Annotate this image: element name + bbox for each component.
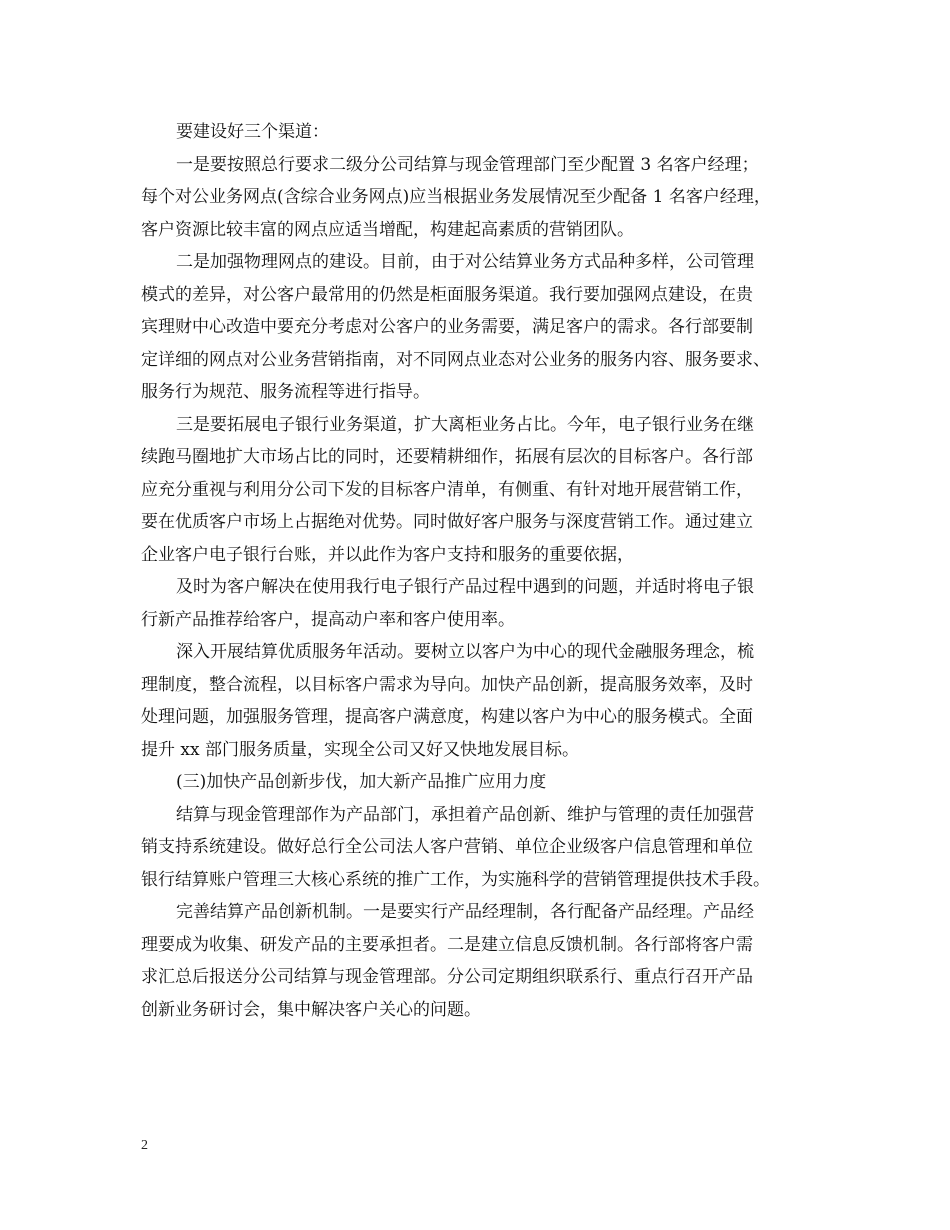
text-line: 宾理财中心改造中要充分考虑对公客户的业务需要，满足客户的需求。各行部要制 — [141, 317, 753, 337]
text-line: 深入开展结算优质服务年活动。要树立以客户为中心的现代金融服务理念，梳 — [176, 642, 754, 662]
text-line: 应充分重视与利用分公司下发的目标客户清单，有侧重、有针对地开展营销工作， — [141, 479, 753, 500]
text-line: 定详细的网点对公业务营销指南，对不同网点业态对公业务的服务内容、服务要求、 — [141, 349, 770, 370]
text-line: 销支持系统建设。做好总行全公司法人客户营销、单位企业级客户信息管理和单位 — [141, 837, 753, 857]
document-body — [141, 116, 821, 1026]
text-line: 模式的差异，对公客户最常用的仍然是柜面服务渠道。我行要加强网点建设，在贵 — [141, 284, 753, 305]
text-line: 结算与现金管理部作为产品部门，承担着产品创新、维护与管理的责任加强营 — [176, 804, 754, 825]
text-line: 提升 xx 部门服务质量，实现全公司又好又快地发展目标。 — [141, 739, 579, 760]
text-line: 银行结算账户管理三大核心系统的推广工作，为实施科学的营销管理提供技术手段。 — [141, 869, 770, 890]
section-heading: (三)加快产品创新步伐，加大新产品推广应用力度 — [176, 772, 547, 792]
text-line: 完善结算产品创新机制。一是要实行产品经理制，各行配备产品经理。产品经 — [176, 902, 754, 922]
text-line: 理制度，整合流程，以目标客户需求为导向。加快产品创新，提高服务效率，及时 — [141, 674, 753, 695]
text-line: 要建设好三个渠道： — [176, 122, 329, 142]
text-line: 行新产品推荐给客户，提高动户率和客户使用率。 — [141, 609, 515, 630]
text-line: 续跑马圈地扩大市场占比的同时，还要精耕细作，拓展有层次的目标客户。各行部 — [141, 447, 753, 467]
text-line: 客户资源比较丰富的网点应适当增配，构建起高素质的营销团队。 — [141, 219, 634, 240]
text-line: 服务行为规范、服务流程等进行指导。 — [141, 382, 430, 402]
text-line: 企业客户电子银行台账，并以此作为客户支持和服务的重要依据， — [141, 544, 634, 565]
text-line: 三是要拓展电子银行业务渠道，扩大离柜业务占比。今年，电子银行业务在继 — [176, 414, 754, 435]
text-line: 创新业务研讨会，集中解决客户关心的问题。 — [141, 999, 481, 1020]
text-line: 及时为客户解决在使用我行电子银行产品过程中遇到的问题，并适时将电子银 — [176, 577, 754, 597]
text-line: 一是要按照总行要求二级分公司结算与现金管理部门至少配置 3 名客户经理； — [176, 154, 759, 175]
text-line: 求汇总后报送分公司结算与现金管理部。分公司定期组织联系行、重点行召开产品 — [141, 967, 753, 987]
text-line: 处理问题，加强服务管理，提高客户满意度，构建以客户为中心的服务模式。全面 — [141, 707, 753, 727]
text-line: 要在优质客户市场上占据绝对优势。同时做好客户服务与深度营销工作。通过建立 — [141, 512, 753, 532]
text-line: 理要成为收集、研发产品的主要承担者。二是建立信息反馈机制。各行部将客户需 — [141, 934, 753, 955]
text-line: 每个对公业务网点(含综合业务网点)应当根据业务发展情况至少配备 1 名客户经理， — [141, 187, 771, 207]
page-number: 2 — [141, 1138, 148, 1153]
text-line: 二是加强物理网点的建设。目前，由于对公结算业务方式品种多样，公司管理 — [176, 252, 754, 272]
